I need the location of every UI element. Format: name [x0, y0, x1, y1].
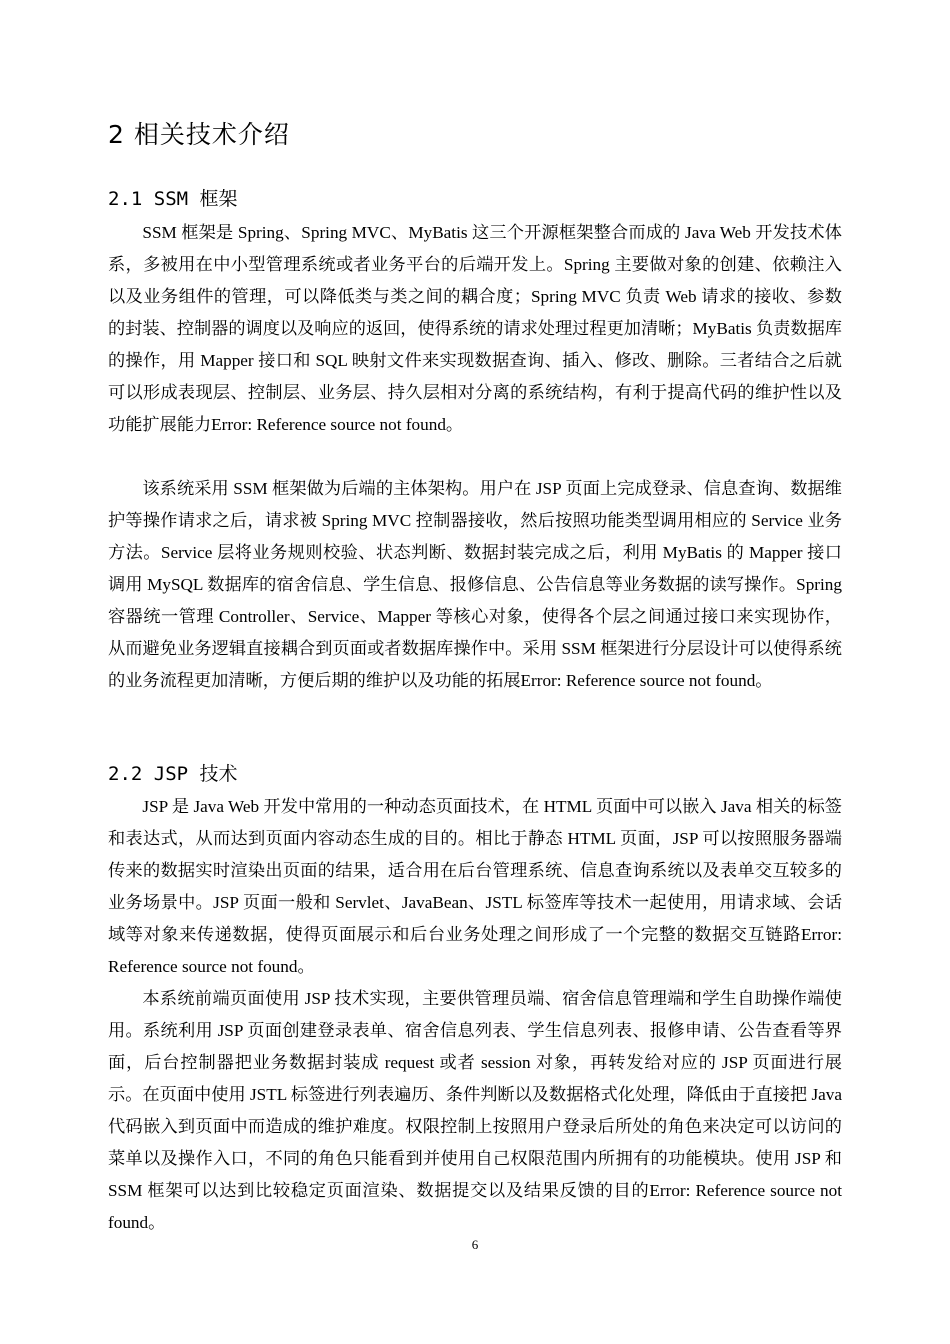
page-number: 6: [471, 1237, 479, 1252]
paragraph-jsp-usage: 本系统前端页面使用 JSP 技术实现，主要供管理员端、宿舍信息管理端和学生自助操作端使用。系统利用 JSP 页面创建登录表单、宿舍信息列表、学生信息列表、报修申请、公告查看等界面，后台控制器把业务数据封装成 request 或者 session 对象，再转发给对应的 JSP 页面进行展示。在页面中使用 JSTL 标签进行列表遍历、条件判断以及数据格式化处理，降低由于直接把 Java 代码嵌入到页面中而造成的维护难度。权限控制上按照用户登录后所处的角色来决定可以访问的菜单以及操作入口，不同的角色只能看到并使用自己权限范围内所拥有的功能模块。使用 JSP 和 SSM 框架可以达到比较稳定页面渲染、数据提交以及结果反馈的目的Error: Reference source not found。: [108, 989, 842, 1232]
paragraph-ssm-usage: 该系统采用 SSM 框架做为后端的主体架构。用户在 JSP 页面上完成登录、信息查询、数据维护等操作请求之后，请求被 Spring MVC 控制器接收，然后按照功能类型调用相应的 Service 业务方法。Service 层将业务规则校验、状态判断、数据封装完成之后，利用 MyBatis 的 Mapper 接口调用 MySQL 数据库的宿舍信息、学生信息、报修信息、公告信息等业务数据的读写操作。Spring 容器统一管理 Controller、Service、Mapper 等核心对象，使得各个层之间通过接口来实现协作，从而避免业务逻辑直接耦合到页面或者数据库操作中。采用 SSM 框架进行分层设计可以使得系统的业务流程更加清晰，方便后期的维护以及功能的拓展Error: Reference source not found。: [108, 479, 842, 690]
chapter-title: 2 相关技术介绍: [108, 120, 290, 149]
section-title-jsp: 2.2 JSP 技术: [108, 763, 238, 785]
section-title-ssm: 2.1 SSM 框架: [108, 188, 238, 210]
paragraph-ssm-intro: SSM 框架是 Spring、Spring MVC、MyBatis 这三个开源框架整合而成的 Java Web 开发技术体系，多被用在中小型管理系统或者业务平台的后端开发上。Spring 主要做对象的创建、依赖注入以及业务组件的管理，可以降低类与类之间的耦合度；Spring MVC 负责 Web 请求的接收、参数的封装、控制器的调度以及响应的返回，使得系统的请求处理过程更加清晰；MyBatis 负责数据库的操作，用 Mapper 接口和 SQL 映射文件来实现数据查询、插入、修改、删除。三者结合之后就可以形成表现层、控制层、业务层、持久层相对分离的系统结构，有利于提高代码的维护性以及功能扩展能力Error: Reference source not found。: [108, 223, 842, 434]
paragraph-jsp-intro: JSP 是 Java Web 开发中常用的一种动态页面技术，在 HTML 页面中可以嵌入 Java 相关的标签和表达式，从而达到页面内容动态生成的目的。相比于静态 HTML 页面，JSP 可以按照服务器端传来的数据实时渲染出页面的结果，适合用在后台管理系统、信息查询系统以及表单交互较多的业务场景中。JSP 页面一般和 Servlet、JavaBean、JSTL 标签库等技术一起使用，用请求域、会话域等对象来传递数据，使得页面展示和后台业务处理之间形成了一个完整的数据交互链路Error: Reference source not found。: [108, 797, 842, 976]
